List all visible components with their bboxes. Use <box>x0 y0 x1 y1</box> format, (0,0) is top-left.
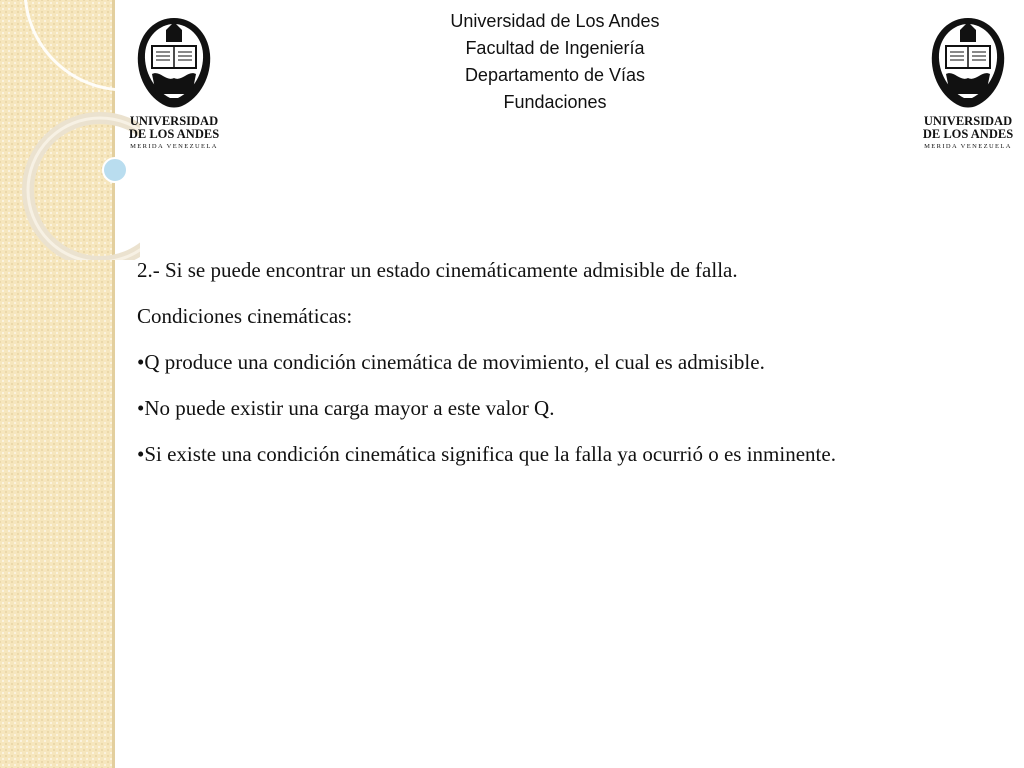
slide-header <box>380 8 730 116</box>
department-name: Departamento de Vías <box>464 65 646 85</box>
slide-body <box>137 255 1017 485</box>
statement-line: 2.- Si se puede encontrar un estado cinemáticamente admisible de falla. <box>137 258 738 282</box>
bullet-item: •No puede existir una carga mayor a este valor Q. <box>137 396 555 420</box>
bullet-item: •Q produce una condición cinemática de movimiento, el cual es admisible. <box>137 350 765 374</box>
course-name: Fundaciones <box>503 92 607 112</box>
university-logo-left <box>126 10 222 150</box>
logo-line3: MERIDA VENEZUELA <box>924 143 1012 150</box>
seal-icon <box>138 18 210 108</box>
bullet-item: •Si existe una condición cinemática significa que la falla ya ocurrió o es inminente. <box>137 442 836 466</box>
university-logo-right <box>920 10 1016 150</box>
conditions-heading: Condiciones cinemáticas: <box>137 304 353 328</box>
logo-line2: DE LOS ANDES <box>922 127 1014 141</box>
logo-line2: DE LOS ANDES <box>128 127 220 141</box>
faculty-name: Facultad de Ingeniería <box>465 38 645 58</box>
university-name: Universidad de Los Andes <box>450 11 660 31</box>
decorative-rings <box>0 0 140 260</box>
logo-line3: MERIDA VENEZUELA <box>130 143 218 150</box>
logo-line1: UNIVERSIDAD <box>129 114 219 128</box>
blue-dot <box>103 158 127 182</box>
logo-line1: UNIVERSIDAD <box>923 114 1013 128</box>
seal-icon <box>932 18 1004 108</box>
